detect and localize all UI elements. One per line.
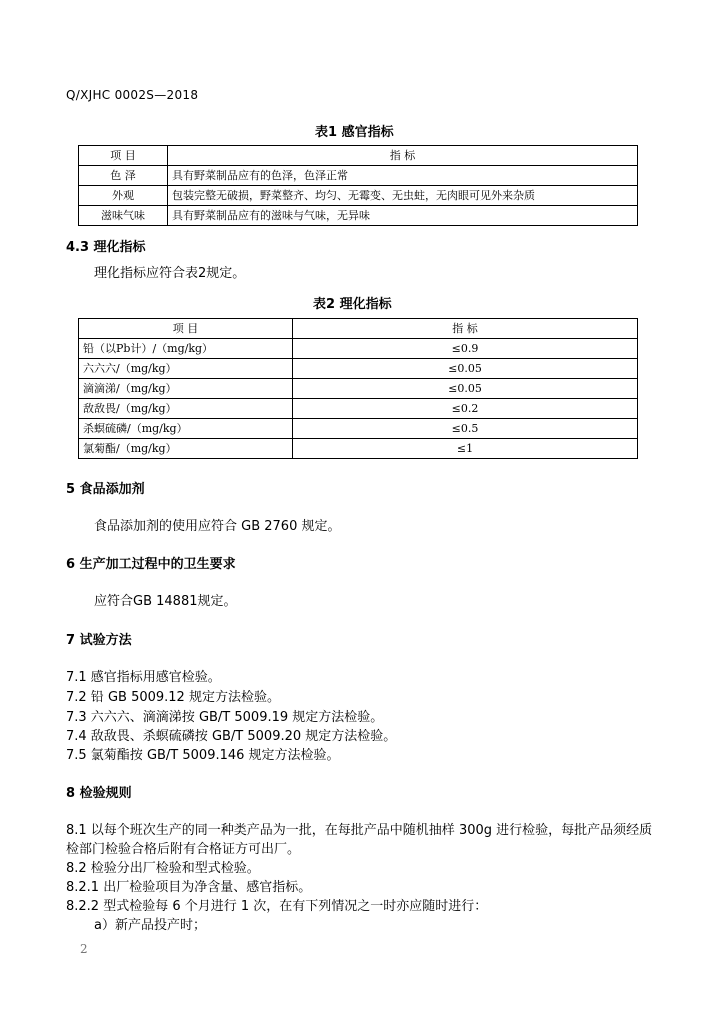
item-cell: 滴滴涕/（mg/kg）: [79, 379, 293, 399]
list-item: 7.1 感官指标用感官检验。: [66, 670, 221, 685]
document-header-id: Q/XJHC 0002S—2018: [66, 88, 199, 102]
table-row: [79, 166, 638, 186]
indicator-cell: 具有野菜制品应有的滋味与气味，无异味: [168, 206, 638, 226]
item-cell: 外观: [79, 186, 168, 206]
indicator-cell: ≤0.05: [293, 359, 638, 379]
table-header-row: [79, 146, 638, 166]
physicochemical-table: [78, 318, 638, 459]
item-cell: 氯菊酯/（mg/kg）: [79, 439, 293, 459]
list-item: 7.3 六六六、滴滴涕按 GB/T 5009.19 规定方法检验。: [66, 710, 384, 725]
table-row: [79, 186, 638, 206]
table2-caption: 表2 理化指标: [313, 297, 392, 312]
page-number: 2: [80, 942, 88, 956]
header-cell-indicator: 指 标: [293, 319, 638, 339]
table-row: [79, 206, 638, 226]
header-cell-item: 项 目: [79, 319, 293, 339]
indicator-cell: ≤0.5: [293, 419, 638, 439]
indicator-cell: ≤1: [293, 439, 638, 459]
table-header-row: [79, 319, 638, 339]
list-item: 7.2 铅 GB 5009.12 规定方法检验。: [66, 690, 280, 705]
section-8-heading: 8 检验规则: [66, 786, 132, 801]
table1-caption: 表1 感官指标: [315, 125, 394, 140]
paragraph-8-2-2: 8.2.2 型式检验每 6 个月进行 1 次，在有下列情况之一时亦应随时进行：: [66, 899, 488, 914]
table-row: [79, 359, 638, 379]
paragraph-8-1-line2: 检部门检验合格后附有合格证方可出厂。: [66, 842, 301, 857]
item-cell: 铅（以Pb计）/（mg/kg）: [79, 339, 293, 359]
paragraph-8-2: 8.2 检验分出厂检验和型式检验。: [66, 861, 260, 876]
section-6-heading: 6 生产加工过程中的卫生要求: [66, 557, 236, 572]
indicator-cell: ≤0.05: [293, 379, 638, 399]
section-5-heading: 5 食品添加剂: [66, 482, 145, 497]
section-4-3-heading: 4.3 理化指标: [66, 240, 146, 255]
paragraph-8-1-line1: 8.1 以每个班次生产的同一种类产品为一批，在每批产品中随机抽样 300g 进行检验，每批产品须经质: [66, 823, 653, 838]
indicator-cell: ≤0.9: [293, 339, 638, 359]
table-row: [79, 419, 638, 439]
list-item-a: a）新产品投产时；: [94, 918, 206, 933]
sensory-table: [78, 145, 638, 226]
item-cell: 杀螟硫磷/（mg/kg）: [79, 419, 293, 439]
indicator-cell: 具有野菜制品应有的色泽，色泽正常: [168, 166, 638, 186]
indicator-cell: ≤0.2: [293, 399, 638, 419]
section-6-text: 应符合GB 14881规定。: [94, 594, 237, 609]
section-4-3-text: 理化指标应符合表2规定。: [94, 266, 246, 281]
item-cell: 色 泽: [79, 166, 168, 186]
list-item: 7.5 氯菊酯按 GB/T 5009.146 规定方法检验。: [66, 748, 340, 763]
list-item: 7.4 敌敌畏、杀螟硫磷按 GB/T 5009.20 规定方法检验。: [66, 729, 397, 744]
header-cell-indicator: 指 标: [168, 146, 638, 166]
indicator-cell: 包装完整无破损，野菜整齐、均匀、无霉变、无虫蛀，无肉眼可见外来杂质: [168, 186, 638, 206]
table-row: [79, 399, 638, 419]
item-cell: 敌敌畏/（mg/kg）: [79, 399, 293, 419]
item-cell: 六六六/（mg/kg）: [79, 359, 293, 379]
table-row: [79, 339, 638, 359]
item-cell: 滋味气味: [79, 206, 168, 226]
table-row: [79, 439, 638, 459]
section-5-text: 食品添加剂的使用应符合 GB 2760 规定。: [94, 519, 341, 534]
paragraph-8-2-1: 8.2.1 出厂检验项目为净含量、感官指标。: [66, 880, 312, 895]
header-cell-item: 项 目: [79, 146, 168, 166]
table-row: [79, 379, 638, 399]
section-7-heading: 7 试验方法: [66, 633, 132, 648]
